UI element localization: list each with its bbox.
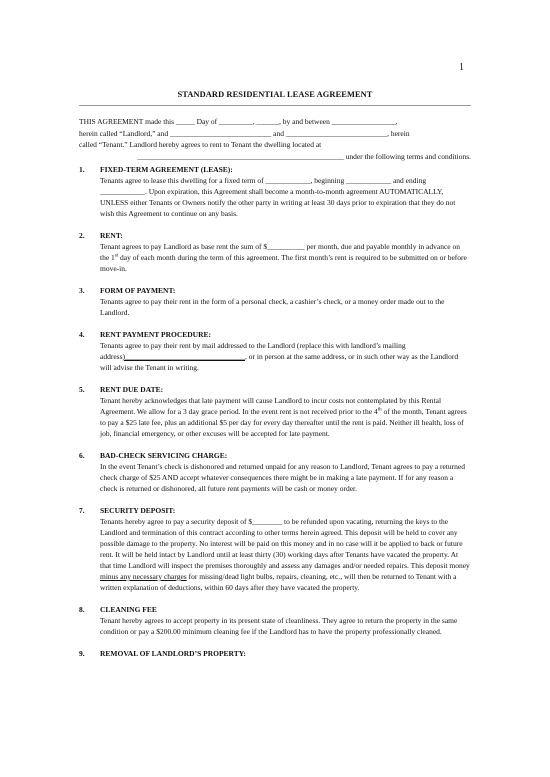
section-number: 5.	[79, 385, 85, 394]
section-heading: RENT DUE DATE:	[100, 385, 164, 394]
section-text	[100, 395, 471, 439]
section-number: 8.	[79, 605, 85, 614]
section-number: 4.	[79, 330, 85, 339]
section-text: Tenant hereby agrees to accept property in its present state of cleanliness. They agree to return the property in the same condition or pay a $200.00 minimum cleaning fee if the Landlord has to have the property professionally cleaned.	[100, 616, 458, 636]
section-text	[100, 241, 471, 274]
page-number: 1	[459, 62, 464, 73]
section-text-part: of the month, Tenant agrees to pay a $25 late fee, plus an additional $5 per day for every day thereafter until the rent is paid. Neither ill health, loss of job, financial emergency, or other excuses will be accepted for late payment.	[100, 407, 467, 438]
intro-line: herein called “Landlord,” and ___________________________ and ___________________________, herein	[79, 128, 410, 138]
section-number: 7.	[79, 506, 85, 515]
section-text-part: Tenants hereby agree to pay a security deposit of $________ to be refunded upon vacating, returning the keys to the Landlord and termination of this contract according to other terms herein agreed. This deposit will be held to cover any possible damage to the property. No interest will be paid on this money and in no case will it be applied to back or future rent. It will be held intact by Landlord until at least thirty (30) working days after Tenants have vacated the property. At that time Landlord will inspect the premises thoroughly and assess any damages and/or needed repairs. This deposit money	[100, 517, 470, 570]
section-text	[100, 340, 471, 373]
underlined-text: minus any necessary charges	[100, 572, 187, 581]
section-text	[100, 516, 471, 593]
section-cleaning-fee	[79, 604, 471, 637]
section-heading: FIXED-TERM AGREEMENT (LEASE):	[100, 165, 233, 174]
section-text-part: Tenants agree to pay their rent by mail addressed to the Landlord (replace this with landlord’s mailing address	[100, 341, 406, 361]
section-rent-payment-procedure	[79, 329, 471, 373]
section-number: 2.	[79, 231, 85, 240]
section-text: Tenants agree to pay their rent in the form of a personal check, a cashier’s check, or a money order made out to the Landlord.	[100, 297, 445, 317]
section-heading: RENT:	[100, 231, 123, 240]
section-heading: RENT PAYMENT PROCEDURE:	[100, 330, 211, 339]
section-text: In the event Tenant’s check is dishonored and returned unpaid for any reason to Landlord, Tenant agrees to pay a returned check charge of $25 AND accept whatever consequences there might be in making a late payment. If for any reason a check is returned or dishonored, all future rent payments will be cash or money order.	[100, 462, 466, 493]
section-fixed-term	[79, 164, 471, 219]
ordinal-suffix: st	[114, 253, 119, 259]
section-heading: FORM OF PAYMENT:	[100, 286, 176, 295]
section-text: Tenants agree to lease this dwelling for a fixed term of ____________, beginning ____________ and ending ____________. Upon expiration, this Agreement shall become a month-to-month agreement AUTOMATICALLY, UNLESS either Tenants or Owners notify the other party in writing at least 30 days prior to expiration that they do not wish this Agreement to continue on any basis.	[100, 176, 456, 218]
underlined-text: )________________________________	[122, 352, 245, 361]
section-number: 6.	[79, 451, 85, 460]
section-text-part: day of each month during the term of this agreement. The first month’s rent is required to be submitted on or before move-in.	[100, 253, 467, 273]
ordinal-suffix: th	[377, 407, 382, 413]
section-bad-check	[79, 450, 471, 494]
intro-line: THIS AGREEMENT made this _____ Day of _________, ______, by and between _________________,	[79, 117, 398, 126]
section-removal-of-property	[79, 648, 471, 659]
section-rent-due-date	[79, 384, 471, 439]
section-form-of-payment	[79, 285, 471, 318]
lease-sections	[79, 164, 471, 670]
section-text-part: for missing/dead light bulbs, repairs, cleaning, etc., will then be returned to Tenant with a written explanation of deductions, within 60 days after they have vacated the property.	[100, 572, 457, 592]
section-text-part: Tenant hereby acknowledges that late payment will cause Landlord to incur costs not contemplated by this Rental Agreement. We allow for a 3 day grace period. In the event rent is not received prior to the 4	[100, 396, 442, 416]
section-heading: BAD-CHECK SERVICING CHARGE:	[100, 451, 228, 460]
section-number: 9.	[79, 649, 85, 658]
intro-paragraph	[79, 116, 471, 163]
intro-line: called “Tenant.” Landlord hereby agrees to rent to Tenant the dwelling located at	[79, 140, 322, 150]
title-divider	[79, 105, 471, 106]
section-heading: SECURITY DEPOSIT:	[100, 506, 176, 515]
section-security-deposit	[79, 505, 471, 593]
intro-line: _______________________________________________________ under the following terms and conditions.	[137, 152, 471, 162]
section-heading: CLEANING FEE	[100, 605, 157, 614]
section-heading: REMOVAL OF LANDLORD’S PROPERTY:	[100, 649, 246, 658]
document-title: STANDARD RESIDENTIAL LEASE AGREEMENT	[177, 90, 373, 99]
section-text-part: , or in person at the same address, or in such other way as the Landlord will advise the Tenant in writing.	[100, 352, 459, 372]
section-rent	[79, 230, 471, 274]
section-number: 3.	[79, 286, 85, 295]
section-text-part: Tenant agrees to pay Landlord as base rent the sum of $__________ per month, due and payable monthly in advance on the 1	[100, 242, 460, 262]
section-number: 1.	[79, 165, 85, 174]
